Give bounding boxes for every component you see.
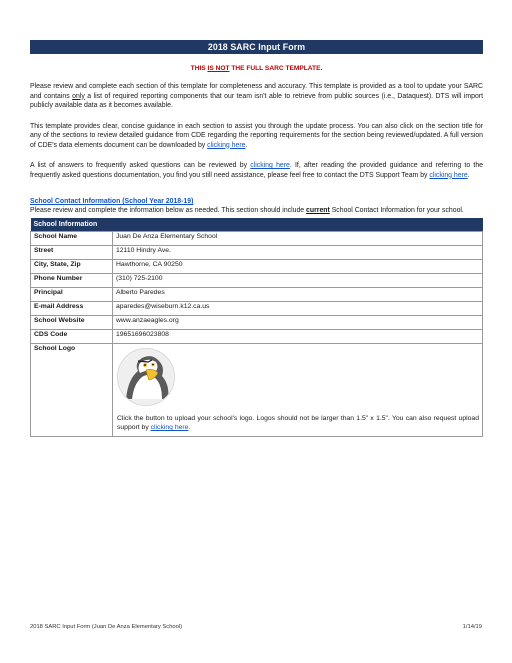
table-row: [31, 245, 483, 259]
row-label: Phone Number: [31, 273, 113, 287]
footer-document-title: 2018 SARC Input Form (Juan De Anza Elementary School): [30, 624, 183, 630]
form-title: 2018 SARC Input Form: [30, 40, 483, 54]
school-website-field[interactable]: www.anzaeagles.org: [113, 315, 483, 329]
row-label: School Website: [31, 315, 113, 329]
section-intro: Please review and complete the information below as needed. This section should include current School Contact Information for your school.: [30, 207, 464, 214]
logo-upload-note: Click the button to upload your school's logo. Logos should not be larger than 1.5" x 1.5". You can also request upload support by clicking here.: [117, 414, 479, 431]
table-row: [31, 273, 483, 287]
paragraph-faq: A list of answers to frequently asked questions can be reviewed by clicking here. If, after reading the provided guidance and referring to the frequently asked questions documentation, you find you still need assistance, please feel free to contact the DTS Support Team by clicking here.: [30, 162, 483, 179]
cds-code-field[interactable]: 19651696023808: [113, 329, 483, 343]
footer-date: 1/14/19: [462, 624, 482, 630]
table-row: [31, 259, 483, 273]
document-page: [30, 40, 483, 437]
table-row: [31, 231, 483, 245]
school-name-field[interactable]: Juan De Anza Elementary School: [113, 231, 483, 245]
paragraph-instructions: Please review and complete each section of this template for completeness and accuracy. This template is provided as a tool to update your SARC and contains only a list of required reporting components that our team isn't able to retrieve from public sources (i.e., Dataquest). DTS will import publicly available data as it becomes available.: [30, 83, 483, 109]
upload-support-link[interactable]: clicking here: [150, 424, 189, 431]
city-state-zip-field[interactable]: Hawthorne, CA 90250: [113, 259, 483, 273]
section-title-link[interactable]: School Contact Information (School Year 2018-19): [30, 198, 194, 205]
row-label: City, State, Zip: [31, 259, 113, 273]
eagle-logo-icon[interactable]: [117, 348, 175, 406]
school-information-table: [30, 218, 483, 437]
row-label: CDS Code: [31, 329, 113, 343]
row-label: School Logo: [31, 343, 113, 436]
table-row: [31, 287, 483, 301]
row-label: School Name: [31, 231, 113, 245]
row-label: E-mail Address: [31, 301, 113, 315]
street-field[interactable]: 12110 Hindry Ave.: [113, 245, 483, 259]
template-warning: THIS IS NOT THE FULL SARC TEMPLATE.: [190, 65, 323, 72]
row-label: Street: [31, 245, 113, 259]
support-team-link[interactable]: clicking here: [429, 171, 468, 179]
email-address-field[interactable]: aparedes@wiseburn.k12.ca.us: [113, 301, 483, 315]
school-logo-cell: [113, 343, 483, 436]
table-row: [31, 329, 483, 343]
principal-field[interactable]: Alberto Paredes: [113, 287, 483, 301]
table-row: [31, 315, 483, 329]
faq-link[interactable]: clicking here: [250, 162, 290, 169]
page-footer: [30, 624, 482, 630]
cde-document-link[interactable]: clicking here: [207, 141, 246, 149]
table-header: School Information: [31, 218, 483, 232]
paragraph-guidance: This template provides clear, concise guidance in each section to assist you through the update process. You can also click on the section title for any of the sections to review detailed guidance from CDE regarding the reporting requirements for the section being reviewed/updated. A full version of CDE's data elements document can be downloaded by clicking here.: [30, 122, 483, 149]
table-row: [31, 343, 483, 436]
table-row: [31, 301, 483, 315]
phone-number-field[interactable]: (310) 725-2100: [113, 273, 483, 287]
row-label: Principal: [31, 287, 113, 301]
